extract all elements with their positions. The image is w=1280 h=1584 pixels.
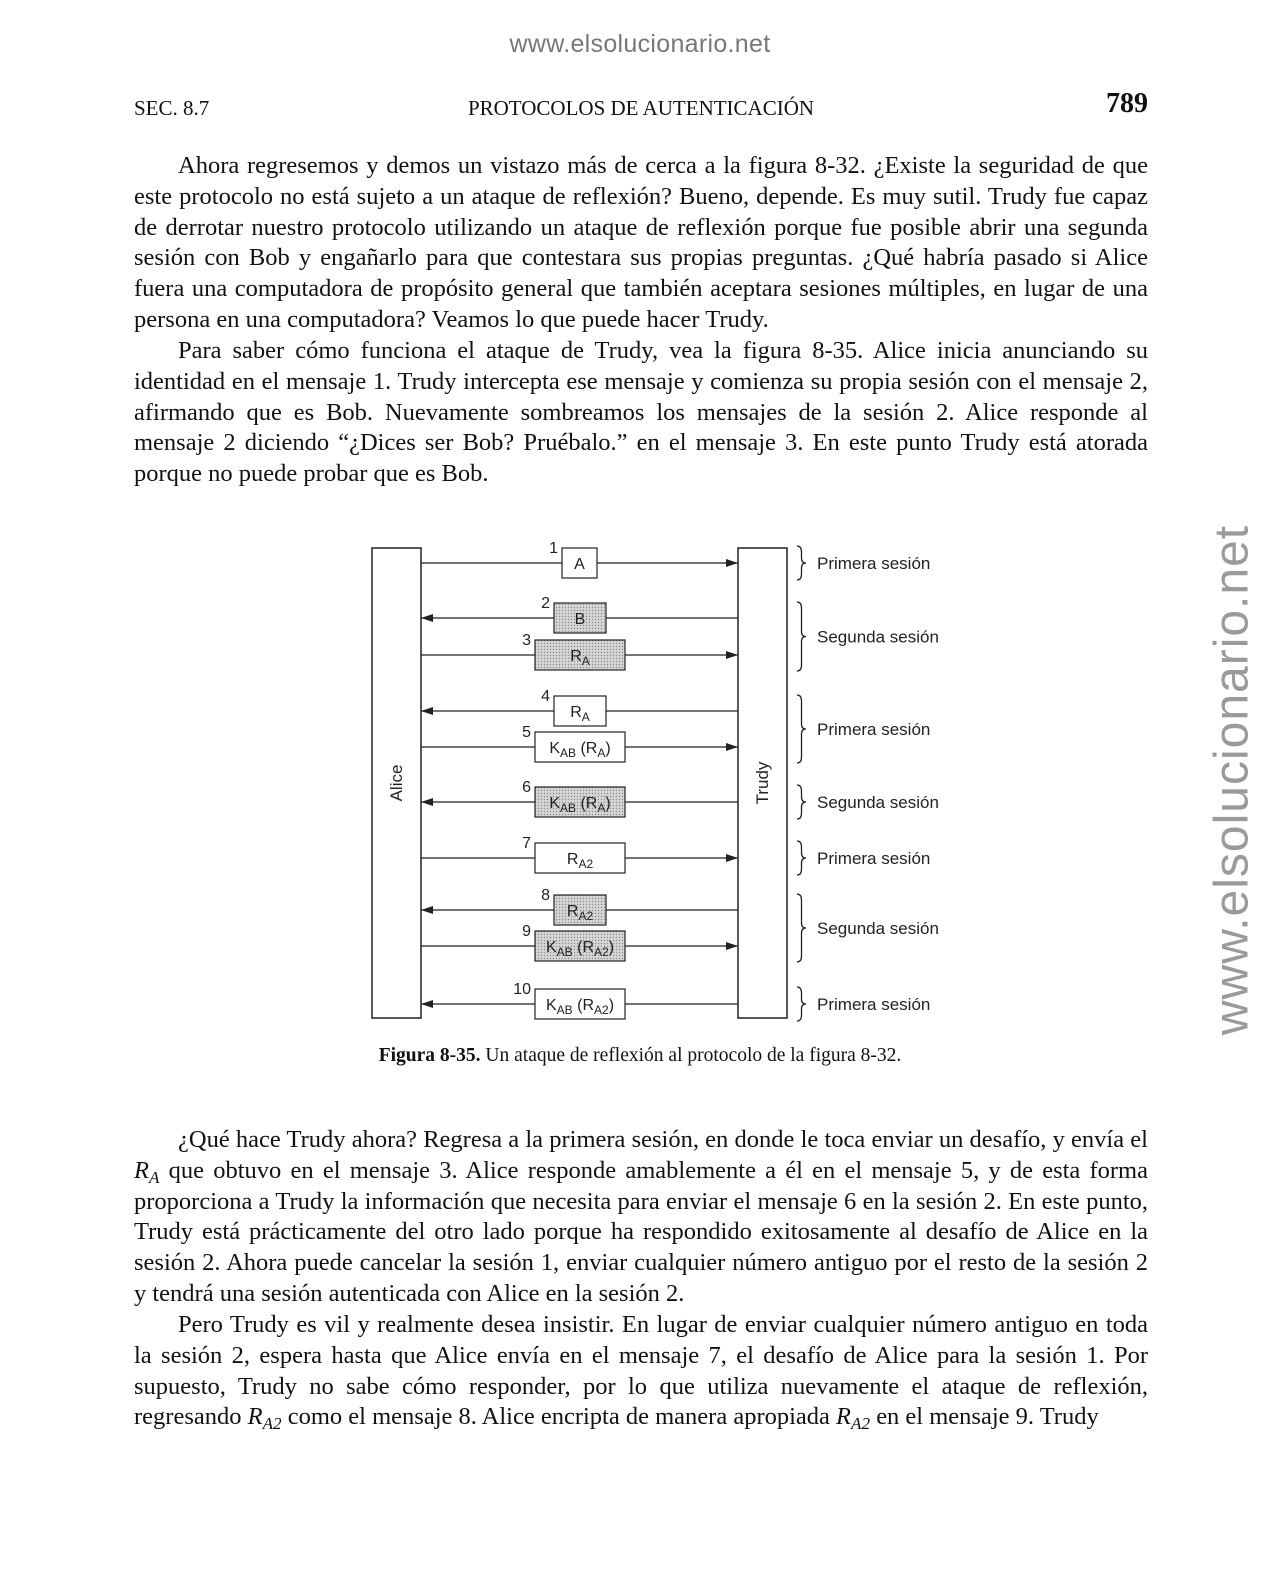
watermark-top: www.elsolucionario.net [509, 30, 771, 58]
p4-text-c: en el mensaje 9. Trudy [870, 1403, 1099, 1431]
message-number: 1 [549, 540, 558, 557]
message-number: 9 [522, 923, 531, 940]
brace-icon [797, 695, 806, 763]
arrowhead-icon [421, 1000, 433, 1008]
p3-text-a: ¿Qué hace Trudy ahora? Regresa a la primera sesión, en donde le toca enviar un desafío, y envía el [178, 1126, 1148, 1153]
p4-var-1: R [247, 1403, 263, 1431]
brace-icon [797, 894, 806, 962]
p4-sub-1: A2 [262, 1414, 282, 1434]
arrowhead-icon [726, 942, 738, 950]
session-bracket [797, 894, 939, 962]
message-number: 8 [541, 887, 550, 904]
message-5 [421, 724, 738, 762]
message-number: 3 [522, 632, 531, 649]
running-title: PROTOCOLOS DE AUTENTICACIÓN [467, 96, 815, 120]
paragraph-1: Ahora regresemos y demos un vistazo más de cerca a la figura 8-32. ¿Existe la seguridad de que este protocolo no está sujeto a un ataque de reflexión? Bueno, depende. Es muy sutil. Trudy fue capaz de derrotar nuestro protocolo utilizando un ataque de reflexión porque fue posible abrir una segunda sesión con Bob y engañarlo para que contestara sus propias preguntas. ¿Qué habría pasado si Alice fuera una computadora de propósito general que también aceptara sesiones múltiples, en lugar de una persona en una computadora? Veamos lo que puede hacer Trudy. [134, 152, 1148, 333]
paragraph-4 [134, 1310, 1148, 1433]
message-number: 4 [541, 688, 550, 705]
message-content: $R_{A2}$ [566, 851, 594, 871]
session-label: Segunda sesión [817, 919, 939, 938]
message-number: 6 [522, 779, 531, 796]
p4-text-a: Pero Trudy es vil y realmente desea insistir. En lugar de enviar cualquier número antiguo en toda la sesión 2, espera hasta que Alice envía en el mensaje 7, el desafío de Alice para la sesión 1. Por supuesto, Trudy no sabe cómo responder, por lo que utiliza nuevamente el ataque de reflexión, regresando [134, 1311, 1148, 1431]
message-9 [421, 923, 738, 961]
session-label: Primera sesión [817, 995, 931, 1014]
trudy-label: Trudy [753, 761, 772, 805]
session-bracket [797, 987, 930, 1021]
session-bracket [797, 602, 939, 671]
session-label: Segunda sesión [817, 627, 939, 647]
p4-var-2: R [836, 1403, 852, 1431]
alice-label: Alice [387, 764, 406, 802]
arrowhead-icon [726, 651, 738, 659]
message-number: 10 [513, 981, 531, 998]
message-4 [421, 688, 738, 726]
p4-sub-2: A2 [851, 1414, 871, 1434]
p3-var: R [134, 1156, 149, 1184]
brace-icon [797, 602, 806, 671]
arrowhead-icon [726, 559, 738, 567]
figure-caption [0, 1045, 1280, 1067]
brace-icon [797, 987, 806, 1021]
p3-text-b: que obtuvo en el mensaje 3. Alice responde amablemente a él en el mensaje 5, y de esta forma proporciona a Trudy la información que necesita para enviar el mensaje 6 en la sesión 2. En este punto, Trudy está prácticamente del otro lado porque ha respondido exitosamente al desafío de Alice en la sesión 2. Ahora puede cancelar la sesión 1, enviar cualquier número antiguo por el resto de la sesión 2 y tendrá una sesión autenticada con Alice en la sesión 2. [134, 1156, 1148, 1307]
arrowhead-icon [421, 798, 433, 806]
session-bracket [797, 841, 930, 875]
message-content: A [574, 556, 585, 573]
message-6 [421, 779, 738, 817]
caption-text: Un ataque de reflexión al protocolo de la figura 8-32. [485, 1045, 902, 1066]
session-bracket [797, 695, 930, 763]
arrowhead-icon [421, 707, 433, 715]
session-bracket [797, 546, 930, 580]
brace-icon [797, 546, 806, 580]
brace-icon [797, 785, 806, 819]
session-label: Primera sesión [817, 849, 931, 868]
message-2 [421, 595, 738, 633]
message-content: $R_{A2}$ [566, 903, 594, 923]
message-number: 2 [541, 595, 550, 612]
message-content: $K_{AB}$ $(R_{A2})$ [545, 997, 615, 1017]
message-3 [421, 632, 738, 670]
session-label: Primera sesión [817, 720, 931, 739]
arrowhead-icon [421, 614, 433, 622]
message-content: $R_A$ [570, 704, 590, 724]
arrowhead-icon [726, 854, 738, 862]
message-10 [421, 981, 738, 1019]
brace-icon [797, 841, 806, 875]
message-number: 5 [522, 724, 531, 741]
message-1 [421, 540, 738, 578]
session-label: Primera sesión [817, 554, 931, 573]
message-content: $R_A$ [570, 648, 590, 668]
watermark-side: www.elsolucionario.net [1205, 524, 1259, 1036]
message-content: B [574, 611, 586, 628]
message-number: 7 [522, 835, 531, 852]
p4-text-b: como el mensaje 8. Alice encripta de manera apropiada [281, 1403, 837, 1431]
message-8 [421, 887, 738, 925]
session-bracket [797, 785, 939, 819]
message-7 [421, 835, 738, 873]
page-number: 789 [1106, 88, 1148, 119]
paragraph-3 [134, 1125, 1148, 1310]
paragraph-2: Para saber cómo funciona el ataque de Trudy, vea la figura 8-35. Alice inicia anunciando su identidad en el mensaje 1. Trudy intercepta ese mensaje y comienza su propia sesión con el mensaje 2, afirmando que es Bob. Nuevamente sombreamos los mensajes de la sesión 2. Alice responde al mensaje 2 diciendo “¿Dices ser Bob? Pruébalo.” en el mensaje 3. En este punto Trudy está atorada porque no puede probar que es Bob. [134, 337, 1148, 488]
arrowhead-icon [421, 906, 433, 914]
p3-sub: A [148, 1167, 160, 1187]
message-content: $K_{AB}$ $(R_{A2})$ [545, 939, 615, 959]
section-number: SEC. 8.7 [134, 96, 210, 120]
session-label: Segunda sesión [817, 793, 939, 812]
message-content: $K_{AB}$ $(R_A)$ [549, 740, 611, 760]
caption-label: Figura 8-35. [378, 1045, 481, 1066]
message-content: $K_{AB}$ $(R_A)$ [549, 795, 611, 815]
arrowhead-icon [726, 743, 738, 751]
